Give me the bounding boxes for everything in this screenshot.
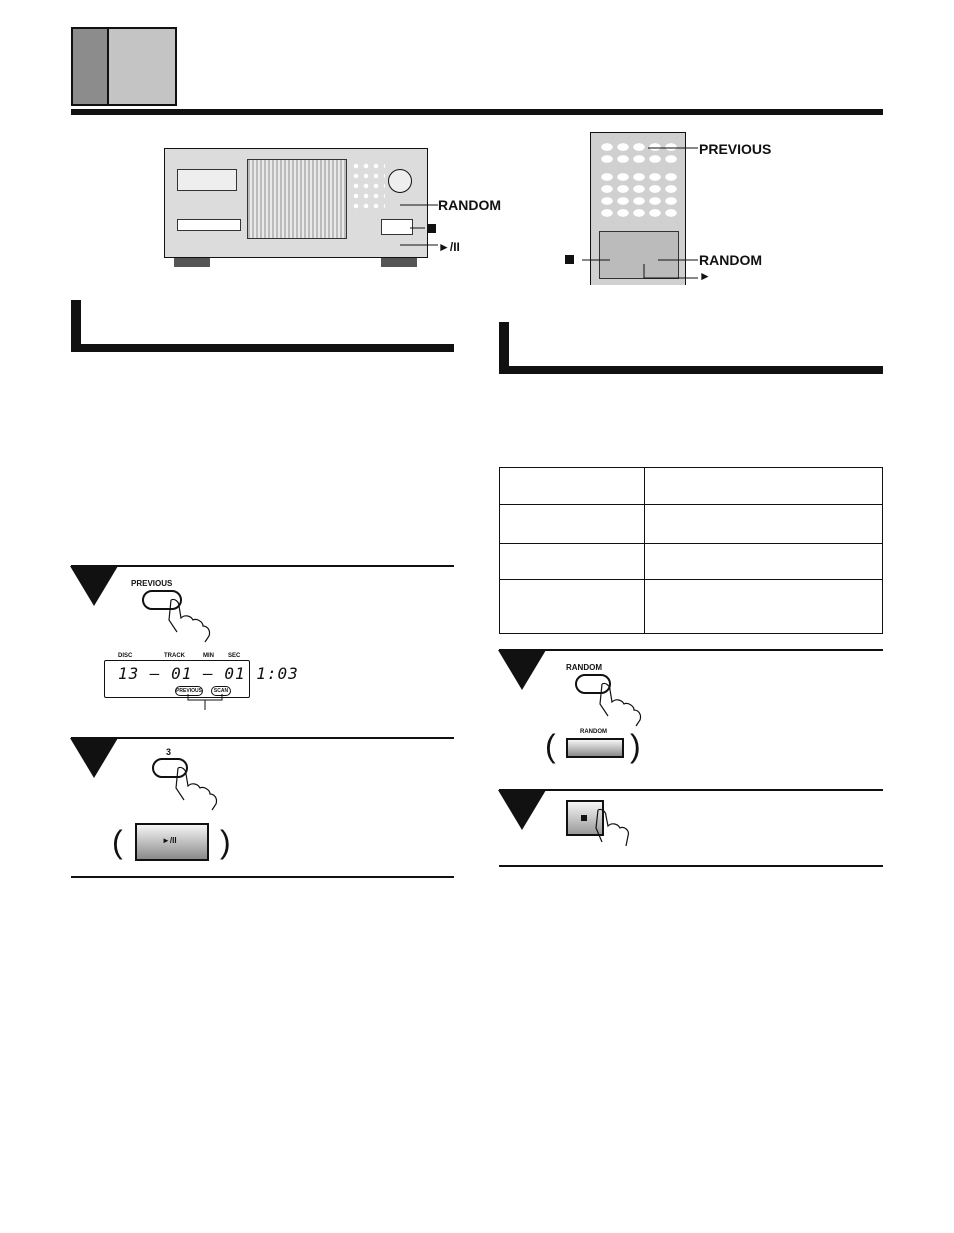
paren-left: ( [545, 728, 556, 764]
paren-left: ( [112, 824, 123, 860]
lcd-header-sec: SEC [228, 653, 241, 659]
indicator-previous: PREVIOUS [176, 688, 202, 694]
right-step1-marker [498, 650, 546, 690]
lcd-header-disc: DISC [118, 653, 133, 659]
carousel-window [247, 159, 347, 239]
foot-left [174, 258, 210, 267]
step2-marker [70, 738, 118, 778]
step1-rule [71, 565, 454, 567]
left-heading-bar-horizontal [71, 344, 454, 352]
player-play-pause-label: ►/II [438, 240, 460, 254]
right-section-end-rule [499, 865, 883, 867]
header-rule [71, 109, 883, 115]
random-panel-button [566, 738, 624, 758]
player-callouts [380, 190, 440, 250]
indicator-bracket [185, 694, 225, 712]
paren-right: ) [220, 824, 231, 860]
hand-icon [172, 764, 222, 812]
display-window [177, 169, 237, 191]
header-tab-dark [71, 27, 110, 106]
front-buttons [177, 219, 241, 231]
lcd-header-min: MIN [203, 653, 214, 659]
lcd-header-track: TRACK [164, 653, 185, 659]
stop-icon [581, 815, 587, 821]
random-modes-table [499, 467, 883, 634]
right-step2-rule [499, 789, 883, 791]
player-random-label: RANDOM [438, 197, 501, 213]
random-button-caption: RANDOM [566, 663, 602, 672]
player-stop-square [427, 224, 436, 233]
remote-stop-square [565, 255, 574, 264]
step1-marker [70, 566, 118, 606]
indicator-scan: SCAN [211, 686, 231, 696]
previous-button-caption: PREVIOUS [131, 579, 173, 588]
play-pause-panel-label: ►/II [162, 836, 177, 845]
hand-icon [592, 806, 638, 850]
right-step1-rule [499, 649, 883, 651]
remote-previous-label: PREVIOUS [699, 141, 772, 157]
remote-callouts [570, 140, 700, 285]
remote-random-label: RANDOM [699, 252, 762, 268]
foot-right [381, 258, 417, 267]
step2-rule [71, 737, 454, 739]
left-section-end-rule [71, 876, 454, 878]
hand-icon [165, 596, 215, 644]
paren-right: ) [630, 728, 641, 764]
random-panel-caption: RANDOM [580, 729, 607, 735]
hand-icon [596, 680, 646, 728]
right-step2-marker [498, 790, 546, 830]
remote-play-label: ► [699, 269, 711, 283]
lcd-headers [118, 653, 248, 661]
right-heading-bar-horizontal [499, 366, 883, 374]
digit-3-caption: 3 [166, 747, 172, 757]
header-tab-light [107, 27, 177, 106]
lcd-readout: 13 – 01 – 01 1:03 [118, 664, 299, 683]
